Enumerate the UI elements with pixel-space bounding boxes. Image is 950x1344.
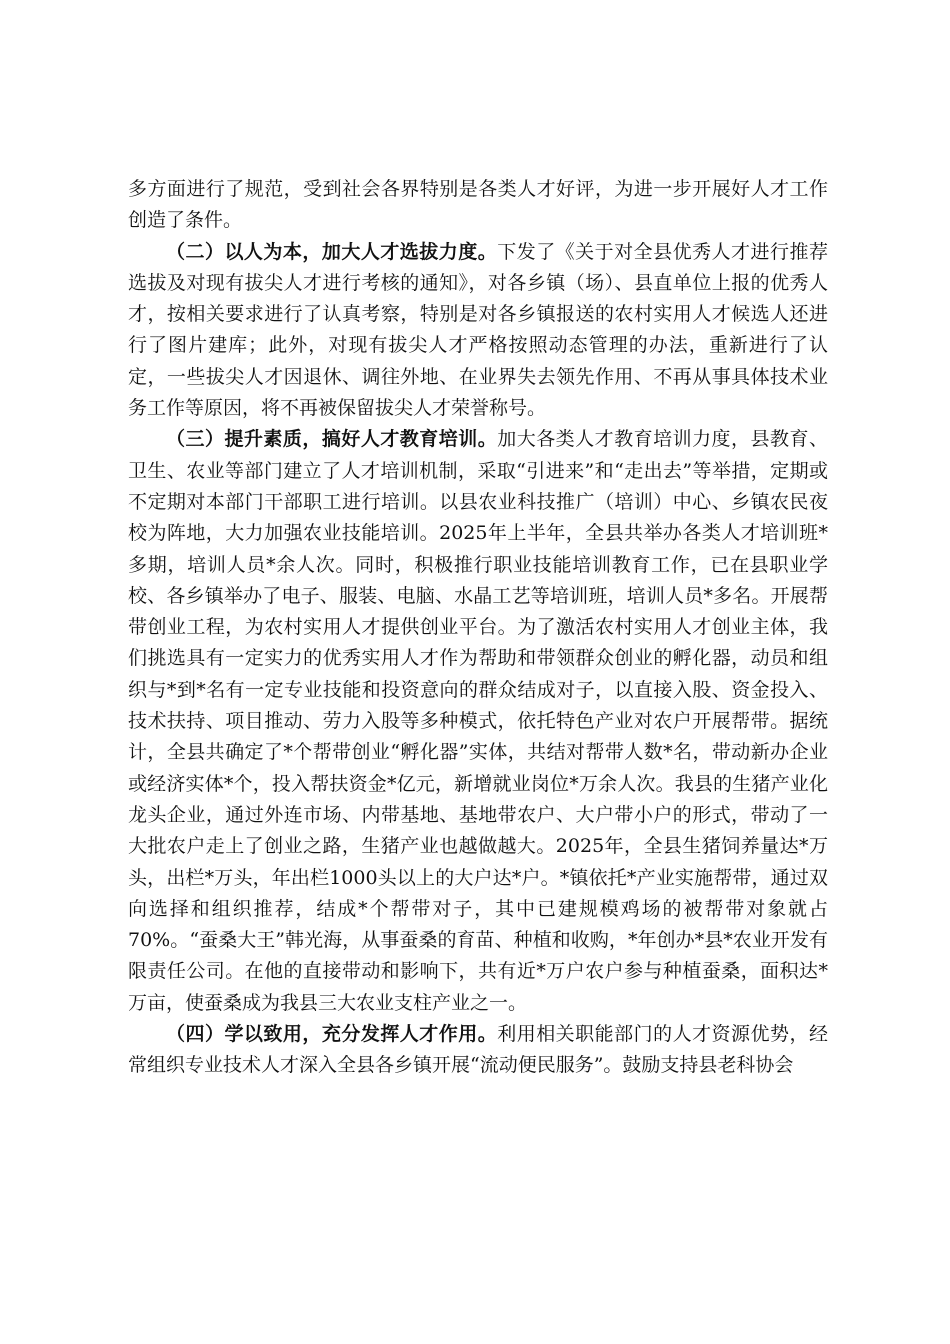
document-page [128, 174, 828, 1082]
paragraph-body: 加大各类人才教育培训力度，县教育、卫生、农业等部门建立了人才培训机制，采取“引进来”和“走出去”等举措，定期或不定期对本部门干部职工进行培训。以县农业科技推广（培训）中心、乡镇农民夜校为阵地，大力加强农业技能培训。2025年上半年，全县共举办各类人才培训班*多期，培训人员*余人次。同时，积极推行职业技能培训教育工作，已在县职业学校、各乡镇举办了电子、服装、电脑、水晶工艺等培训班，培训人员*多名。开展帮带创业工程，为农村实用人才提供创业平台。为了激活农村实用人才创业主体，我们挑选具有一定实力的优秀实用人才作为帮助和带领群众创业的孵化器，动员和组织与*到*名有一定专业技能和投资意向的群众结成对子，以直接入股、资金投入、技术扶持、项目推动、劳力入股等多种模式，依托特色产业对农户开展帮带。据统计，全县共确定了*个帮带创业“孵化器”实体，共结对帮带人数*名，带动新办企业或经济实体*个，投入帮扶资金*亿元，新增就业岗位*万余人次。我县的生猪产业化龙头企业，通过外连市场、内带基地、基地带农户、大户带小户的形式，带动了一大批农户走上了创业之路，生猪产业也越做越大。2025年，全县生猪饲养量达*万头，出栏*万头，年出栏1000头以上的大户达*户。*镇依托*产业实施帮带，通过双向选择和组织推荐，结成*个帮带对子，其中已建规模鸡场的被帮带对象就占70%。“蚕桑大王”韩光海，从事蚕桑的育苗、种植和收购，*年创办*县*农业开发有限责任公司。在他的直接带动和影响下，共有近*万户农户参与种植蚕桑，面积达*万亩，使蚕桑成为我县三大农业支柱产业之一。 [128, 428, 828, 1014]
paragraph-body: 利用相关职能部门的人才资源优势，经常组织专业技术人才深入全县各乡镇开展“流动便民服务”。鼓励支持县老科协会 [128, 1023, 828, 1077]
section-heading: （二）以人为本，加大人才选拔力度。 [166, 240, 498, 263]
paragraph-body: 多方面进行了规范，受到社会各界特别是各类人才好评，为进一步开展好人才工作创造了条件。 [128, 178, 828, 232]
section-heading: （四）学以致用，充分发挥人才作用。 [166, 1023, 498, 1046]
section-heading: （三）提升素质，搞好人才教育培训。 [166, 428, 498, 451]
paragraph-talent-selection [128, 237, 828, 425]
paragraph-continuation [128, 174, 828, 237]
paragraph-talent-utilization [128, 1019, 828, 1082]
paragraph-body: 下发了《关于对全县优秀人才进行推荐选拔及对现有拔尖人才进行考核的通知》，对各乡镇（场）、县直单位上报的优秀人才，按相关要求进行了认真考察，特别是对各乡镇报送的农村实用人才候选人还进行了图片建库；此外，对现有拔尖人才严格按照动态管理的办法，重新进行了认定，一些拔尖人才因退休、调往外地、在业界失去领先作用、不再从事具体技术业务工作等原因，将不再被保留拔尖人才荣誉称号。 [128, 240, 828, 420]
paragraph-talent-training [128, 424, 828, 1019]
